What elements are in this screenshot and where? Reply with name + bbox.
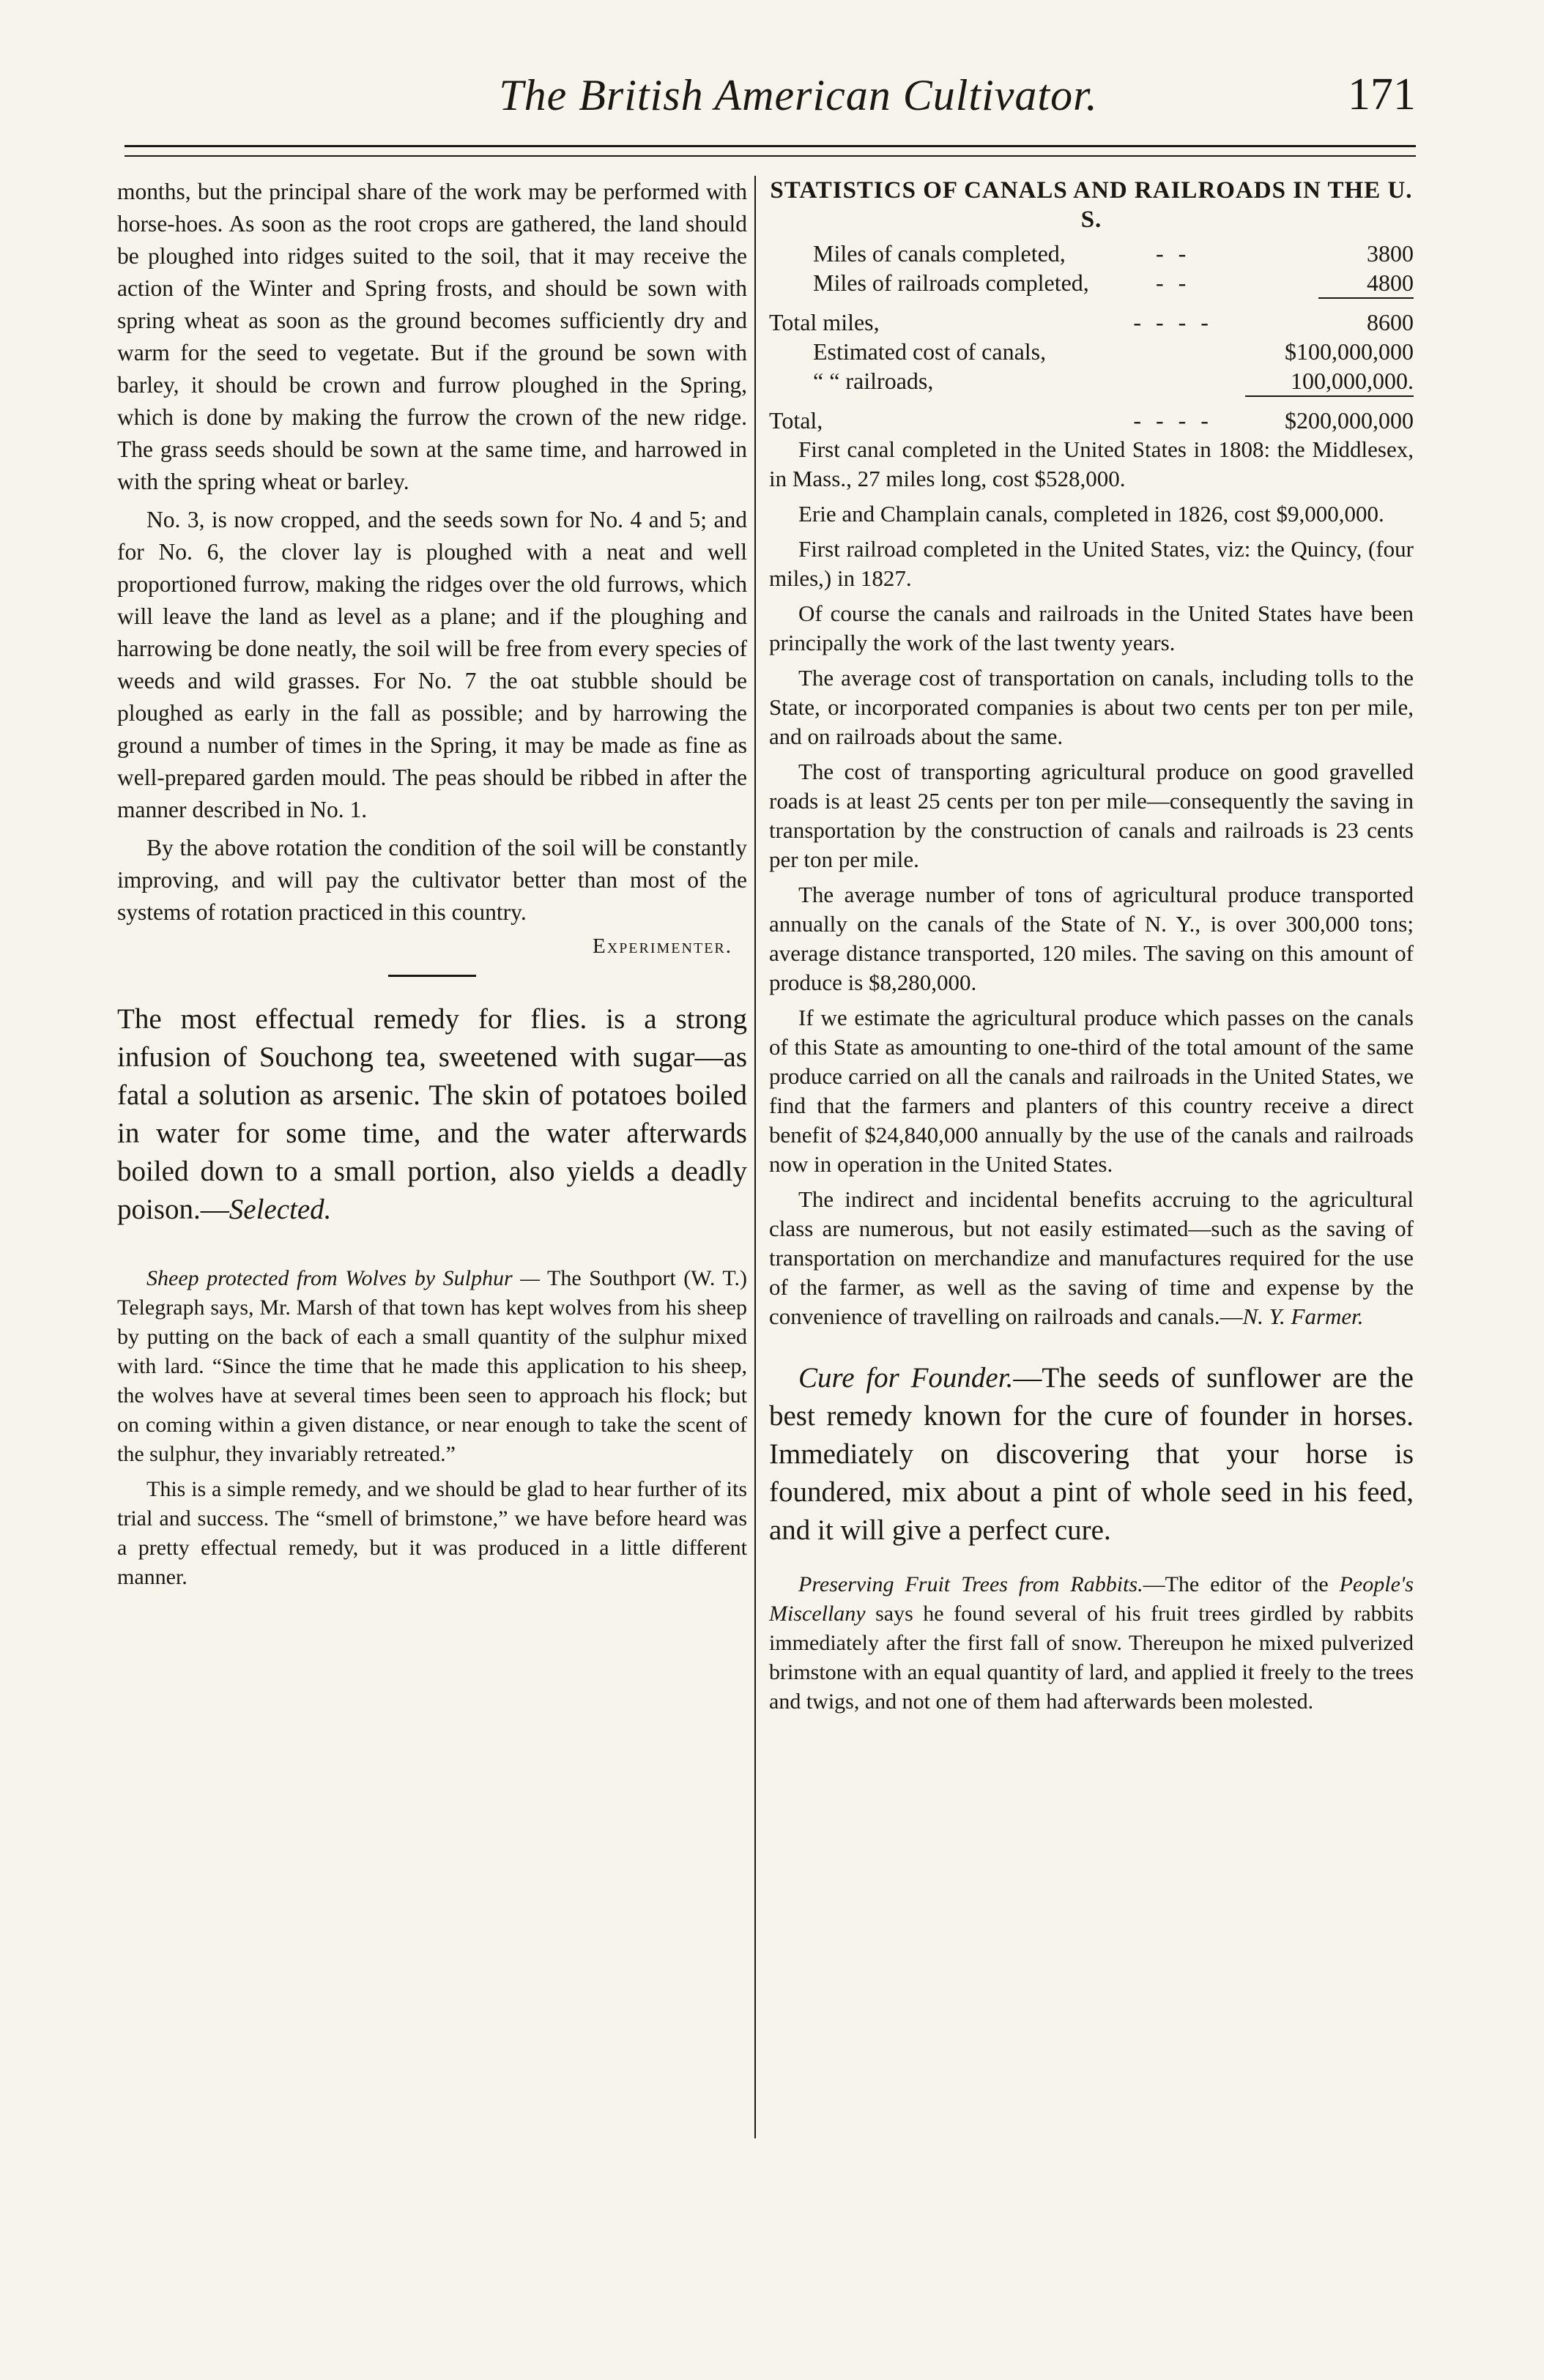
stats-paragraph: If we estimate the agricultural produce which passes on the canals of this State as amounting to one-third of the total amount of the same produce carried on all the canals and railroads in the United States, we find that the farmers and planters of this country receive a direct benefit of $24,840,000 annually by the use of the canals and railroads now in operation in the United States. [769, 1005, 1414, 1177]
section-divider [388, 975, 476, 977]
flies-notice-source: Selected. [229, 1194, 332, 1225]
sheep-article-paragraph-2: This is a simple remedy, and we should be glad to hear further of its trial and success. The “smell of brimstone,” we have before heard was a pretty effectual remedy, but it was produced in a little different manner. [117, 1477, 747, 1589]
left-column [117, 176, 747, 1598]
stats-value: 3800 [1367, 240, 1414, 267]
founder-title: Cure for Founder. [798, 1362, 1014, 1394]
stats-value: 8600 [1367, 309, 1414, 335]
stats-label: Estimated cost of canals, [813, 338, 1047, 365]
stats-value: 100,000,000. [1291, 368, 1414, 394]
stats-dots: - - [1155, 269, 1191, 296]
stats-dots [1115, 337, 1232, 366]
sum-rule-row [769, 395, 1414, 406]
stats-row [769, 337, 1414, 366]
stats-paragraph-text: The indirect and incidental benefits accruing to the agricultural class are numerous, but not easily estimated—such as the saving of transportation on merchandize and manufactures required for the use of the farmer, as well as the saving of time and expense by the convenience of travelling on railroads and canals.— [769, 1186, 1414, 1329]
stats-row [769, 308, 1414, 337]
header-rule [125, 145, 1416, 147]
sum-rule [1245, 395, 1414, 397]
running-title: The British American Cultivator. [499, 71, 1098, 119]
author-signature: Experimenter. [593, 934, 732, 958]
stats-label: Total miles, [769, 309, 880, 335]
sheep-article [117, 1264, 747, 1469]
page-header [125, 70, 1416, 151]
stats-paragraph: First railroad completed in the United States, viz: the Quincy, (four miles,) in 1827. [769, 536, 1414, 591]
stats-value: $200,000,000 [1285, 407, 1414, 434]
right-column [769, 176, 1414, 1722]
sheep-article-paragraph-1: The Southport (W. T.) Telegraph says, Mr. Marsh of that town has kept wolves from his sheep by putting on the back of each a small quantity of the sulphur mixed with lard. “Since the time that he made this application to his sheep, the wolves have at several times been seen to approach his flock; but on coming within a given distance, or near enough to take the scent of the sulphur, they invariably retreated.” [117, 1266, 747, 1466]
stats-dots: - - [1155, 240, 1191, 267]
flies-notice [117, 1000, 747, 1229]
sheep-article-title: Sheep protected from Wolves by Sulphur — [146, 1266, 540, 1290]
sum-rule-row [769, 297, 1414, 308]
stats-dots: - - - - [1133, 309, 1213, 335]
rabbits-notice [769, 1570, 1414, 1717]
stats-label: Total, [769, 407, 823, 434]
rotation-paragraph-1: months, but the principal share of the work may be performed with horse-hoes. As soon as the root crops are gathered, the land should be ploughed into ridges suited to the soil, that it may receive the action of the Winter and Spring frosts, and should be sown with spring wheat as soon as the ground becomes sufficiently dry and warm for the seed to vegetate. But if the ground be sown with barley, it should be crown and furrow ploughed in the Spring, which is done by making the furrow the crown of the new ridge. The grass seeds should be sown at the same time, and harrowed in with the spring wheat or barley. [117, 179, 747, 494]
rotation-paragraph-3: By the above rotation the condition of the soil will be constantly improving, and will pay the cultivator better than most of the systems of rotation practiced in this country. [117, 835, 747, 925]
rabbits-text-before: —The editor of the [1143, 1572, 1340, 1596]
stats-value: 4800 [1367, 269, 1414, 296]
stats-row [769, 406, 1414, 435]
column-divider [754, 176, 756, 2138]
rabbits-text-after: says he found several of his fruit trees girdled by rabbits immediately after the first fall of snow. Thereupon he mixed pulverized brimstone with an equal quantity of lard, and applied it freely to the trees and twigs, and not one of them had afterwards been molested. [769, 1602, 1414, 1714]
stats-paragraph: The cost of transporting agricultural produce on good gravelled roads is at least 25 cents per ton per mile—consequently the saving in transportation by the construction of canals and railroads is 23 cents per ton per mile. [769, 759, 1414, 872]
stats-dots: - - - - [1133, 407, 1213, 434]
rabbits-title: Preserving Fruit Trees from Rabbits. [798, 1572, 1143, 1596]
stats-row [769, 366, 1414, 395]
stats-paragraph-last [769, 1185, 1414, 1331]
founder-text: —The seeds of sunflower are the best remedy known for the cure of founder in horses. Immediately on discovering that your horse is foundered, mix about a pint of whole seed in his feed, and it will give a perfect cure. [769, 1362, 1414, 1546]
stats-paragraph: The average cost of transportation on canals, including tolls to the State, or incorporated companies is about two cents per ton per mile, and on railroads about the same. [769, 665, 1414, 749]
stats-label: Miles of railroads completed, [813, 269, 1089, 296]
founder-notice [769, 1359, 1414, 1550]
rabbits-publication: People's Miscellany [769, 1572, 1414, 1626]
stats-paragraph: Of course the canals and railroads in the United States have been principally the work of the last twenty years. [769, 600, 1414, 655]
stats-paragraph: First canal completed in the United States in 1808: the Middlesex, in Mass., 27 miles long, cost $528,000. [769, 436, 1414, 491]
stats-table [769, 239, 1414, 435]
stats-paragraph: Erie and Champlain canals, completed in 1826, cost $9,000,000. [798, 501, 1384, 527]
sum-rule [1318, 297, 1414, 299]
stats-row [769, 268, 1414, 297]
page-number: 171 [1348, 70, 1416, 119]
stats-heading: STATISTICS OF CANALS AND RAILROADS IN THE U. S. [770, 177, 1413, 233]
flies-notice-text: The most effectual remedy for flies. is a strong infusion of Souchong tea, sweetened with sugar—as fatal a solution as arsenic. The skin of potatoes boiled in water for some time, and the water afterwards boiled down to a small portion, also yields a deadly poison.— [117, 1003, 747, 1225]
stats-row [769, 239, 1414, 268]
rotation-paragraph-2: No. 3, is now cropped, and the seeds sown for No. 4 and 5; and for No. 6, the clover lay is ploughed with a neat and well proportioned furrow, making the ridges over the old furrows, which will leave the land as level as a plane; and if the ploughing and harrowing be done neatly, the soil will be free from every species of weeds and wild grasses. For No. 7 the oat stubble should be ploughed as early in the fall as possible; and by harrowing the ground a number of times in the Spring, it may be made as fine as well-prepared garden mould. The peas should be ribbed in after the manner described in No. 1. [117, 507, 747, 822]
stats-paragraph: The average number of tons of agricultural produce transported annually on the canals of the State of N. Y., is over 300,000 tons; average distance transported, 120 miles. The saving on this amount of produce is $8,280,000. [769, 882, 1414, 995]
stats-dots [1115, 366, 1232, 395]
stats-label: Miles of canals completed, [813, 240, 1066, 267]
header-rule-thin [125, 155, 1416, 157]
stats-value: $100,000,000 [1285, 338, 1414, 365]
stats-source: N. Y. Farmer. [1242, 1304, 1364, 1329]
stats-label: “ “ railroads, [813, 368, 934, 394]
